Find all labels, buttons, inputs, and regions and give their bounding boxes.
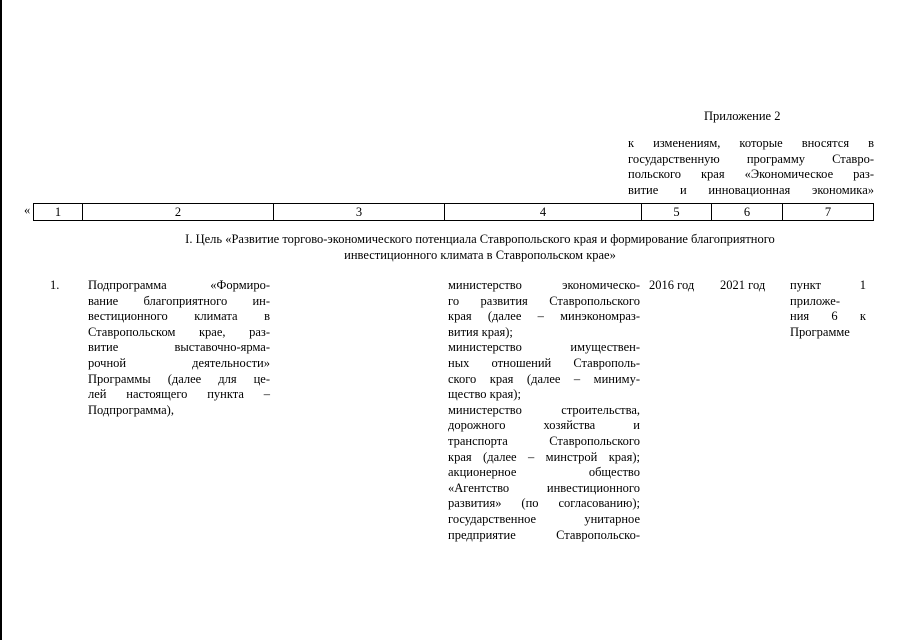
column-number: 7: [783, 204, 874, 221]
appendix-line: витие и инновационная экономика»: [628, 182, 874, 197]
appendix-line: государственную программу Ставро-: [628, 151, 874, 166]
reference-line: пункт 1: [790, 278, 866, 292]
column-number: 4: [445, 204, 642, 221]
executor-line: государственное унитарное: [448, 511, 640, 526]
executor-line: края (далее – минэкономраз-: [448, 309, 640, 324]
reference-line: Программе: [790, 324, 850, 339]
executor-line: ных отношений Ставрополь-: [448, 355, 640, 370]
executor-line: ского края (далее – миниму-: [448, 371, 640, 386]
executor-line: акционерное общество: [448, 465, 640, 480]
executor-line: края (далее – минстрой края);: [448, 449, 640, 464]
page-left-border: [0, 0, 2, 640]
appendix-line: польского края «Экономическое раз-: [628, 167, 874, 182]
executor-line: министерство экономическо-: [448, 278, 640, 292]
row-name-line: Подпрограмма «Формиро-: [88, 278, 270, 292]
reference-line: приложе-: [790, 293, 840, 308]
executor-line: транспорта Ставропольского: [448, 433, 640, 448]
executor-line: министерство строительства,: [448, 402, 640, 417]
column-number: 5: [642, 204, 712, 221]
executor-line: вития края);: [448, 324, 513, 339]
appendix-text: [628, 136, 874, 198]
executor-line: го развития Ставропольского: [448, 293, 640, 308]
reference-line: ния 6 к: [790, 309, 866, 324]
executor-line: щество края);: [448, 387, 521, 402]
row-reference: [790, 278, 866, 340]
executor-line: дорожного хозяйства и: [448, 418, 640, 433]
column-number: 6: [712, 204, 783, 221]
executor-line: предприятие Ставропольско-: [448, 527, 640, 542]
row-name-line: витие выставочно-ярма-: [88, 340, 270, 355]
executor-line: «Агентство инвестиционного: [448, 480, 640, 495]
row-start-year: 2016 год: [649, 278, 695, 292]
section-title-line: I. Цель «Развитие торгово-экономического потенциала Ставропольского края и формирование благоприятного: [185, 232, 775, 246]
row-end-year: 2021 год: [720, 278, 766, 292]
appendix-title: Приложение 2: [704, 109, 781, 123]
row-number: 1.: [50, 278, 60, 292]
opening-quote: «: [24, 203, 31, 217]
executor-line: развития» (по согласованию);: [448, 496, 640, 511]
header-row: [34, 204, 874, 221]
column-number: 3: [274, 204, 445, 221]
column-number: 2: [83, 204, 274, 221]
row-name-line: лей настоящего пункта –: [88, 387, 270, 402]
column-number-header: [33, 203, 874, 221]
executor-line: министерство имуществен-: [448, 340, 640, 355]
section-title-line: инвестиционного климата в Ставропольском крае»: [344, 247, 616, 262]
column-number: 1: [34, 204, 83, 221]
row-name-line: вестиционного климата в: [88, 309, 270, 324]
appendix-line: к изменениям, которые вносятся в: [628, 136, 874, 150]
row-executors: [448, 278, 640, 543]
row-name-line: рочной деятельности»: [88, 355, 270, 370]
row-name-line: Ставропольском крае, раз-: [88, 324, 270, 339]
row-name-line: Подпрограмма),: [88, 402, 174, 417]
row-name-line: Программы (далее для це-: [88, 371, 270, 386]
row-name: [88, 278, 270, 418]
row-name-line: вание благоприятного ин-: [88, 293, 270, 308]
section-title: [95, 232, 865, 263]
